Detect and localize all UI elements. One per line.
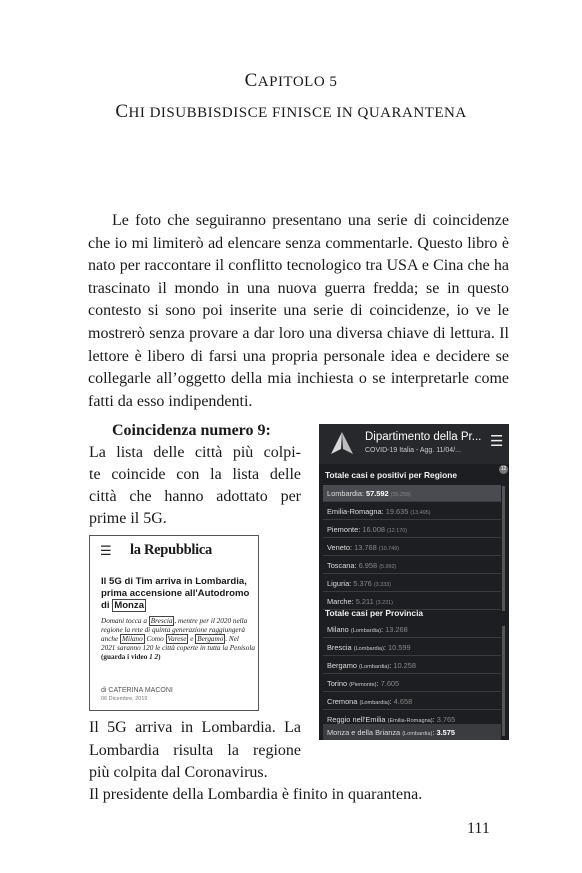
province-row[interactable]: Bergamo (Lombardia): 10.258 — [323, 657, 501, 674]
lede-text: Domani tocca a — [101, 617, 149, 625]
intro-paragraph: Le foto che seguiranno presentano una serie di coincidenze che io mi limiterò ad elencare senza commentarle. Questo libro è nato per raccontare il conflitto tecnologico tra USA e Cina che ha trascinato il mondo in una nuova guerra fredda; se in questo contesto si sono poi inserite una serie di coincidenze, io ve le mostrerò senza provare a dar loro una diversa chiave di lettura. Il lettore è libero di farsi una propria personale idea e decidere se collegarle all’oggetto della mia inchiesta o se interpretarle come fatti da esso indipendenti. — [88, 212, 509, 410]
highlight-varese: Varese — [167, 635, 187, 644]
highlight-bergamo: Bergamo — [197, 635, 224, 644]
region-name: Piemonte: — [327, 525, 363, 534]
count-badge: 12 — [500, 466, 507, 472]
repubblica-logo: la Repubblica — [130, 542, 212, 558]
video-link-close: ) — [158, 653, 161, 662]
region-value: 57.592 — [366, 489, 389, 498]
region-name: Veneto: — [327, 543, 355, 552]
province-row[interactable]: Torino (Piemonte): 7.605 — [323, 675, 501, 692]
region-name: Lombardia: — [327, 489, 367, 498]
page-number: 111 — [467, 820, 490, 837]
region-name: Toscana: — [327, 561, 359, 570]
region-positive: (3.231) — [375, 600, 393, 606]
headline-line-2: prima accensione all'Autodromo — [101, 588, 250, 600]
app-header — [319, 424, 509, 464]
province-value: 10.258 — [393, 661, 416, 670]
province-scrollbar[interactable] — [502, 626, 505, 736]
hamburger-icon: ☰ — [100, 543, 112, 558]
highlight-brescia: Brescia — [150, 617, 173, 625]
province-region: (Piemonte) — [349, 682, 377, 688]
highlight-monza: Monza — [114, 600, 145, 612]
region-positive: (3.333) — [373, 582, 391, 588]
province-value: 13.268 — [385, 625, 408, 634]
province-name: Cremona — [327, 697, 360, 706]
app-subtitle: COVID-19 Italia - Agg. 11/04/... — [365, 447, 461, 454]
province-name: Brescia — [327, 643, 354, 652]
province-value: 7.605 — [380, 679, 400, 688]
covid-dashboard-screenshot — [319, 424, 509, 740]
video-links[interactable]: 1 2 — [149, 653, 159, 662]
province-value: 4.658 — [393, 697, 413, 706]
region-row[interactable] — [323, 539, 501, 556]
article-lede — [101, 617, 255, 662]
coincidence-line-4: prime il 5G. — [89, 510, 167, 527]
protezione-civile-logo-icon — [329, 430, 355, 458]
region-positive: (10.749) — [378, 546, 399, 552]
region-value: 19.635 — [385, 507, 409, 516]
province-row[interactable]: Reggio nell'Emilia (Emilia-Romagna): 3.765 — [323, 711, 501, 728]
chapter-number-initial: C — [244, 70, 258, 91]
lede-text: e — [188, 635, 196, 644]
province-name: Monza e della Brianza — [327, 728, 403, 737]
coincidence-line-2: te coincide con la lista delle — [89, 466, 301, 483]
region-scrollbar[interactable] — [502, 486, 505, 611]
hamburger-icon[interactable]: ☰ — [490, 433, 504, 450]
closing-line-2: Lombardia risulta la regione — [89, 742, 301, 759]
chapter-title-initial: C — [115, 101, 129, 122]
closing-line-1: Il 5G arriva in Lombardia. La — [89, 719, 301, 736]
region-positive: (30.258) — [390, 492, 411, 498]
highlight-milano: Milano — [121, 635, 143, 644]
closing-line-4: Il presidente della Lombardia è finito in quarantena. — [89, 786, 423, 803]
app-title: Dipartimento della Pr... — [365, 431, 482, 443]
article-author: di CATERINA MACONI — [101, 687, 173, 694]
lede-text: , mentre per il 2020 nella regione la rete di quinta generazione raggiungerà anche — [101, 617, 248, 644]
province-row[interactable]: Milano (Lombardia): 13.268 — [323, 621, 501, 638]
region-value: 5.376 — [353, 579, 372, 588]
coincidence-heading: Coincidenza numero 9: — [112, 422, 271, 439]
province-region: (Lombardia) — [359, 700, 390, 706]
region-value: 5.211 — [355, 597, 374, 606]
section-heading-province: Totale casi per Provincia — [325, 608, 424, 618]
region-positive: (5.992) — [379, 564, 397, 570]
headline-line-1: Il 5G di Tim arriva in Lombardia, — [101, 576, 247, 587]
region-name: Liguria: — [327, 579, 354, 588]
chapter-title-rest: HI DISUBBISDISCE FINISCE IN QUARANTENA — [128, 105, 467, 121]
province-region: (Lombardia) — [353, 646, 384, 652]
region-row[interactable] — [323, 521, 501, 538]
province-name: Milano — [327, 625, 351, 634]
region-name: Emilia-Romagna: — [327, 507, 386, 516]
province-value: 10.599 — [387, 643, 411, 652]
province-region: (Lombardia) — [402, 731, 433, 737]
article-date: 06 Dicembre, 2019 — [101, 696, 148, 702]
province-value: 3.765 — [436, 715, 456, 724]
region-positive: (13.495) — [410, 510, 431, 516]
province-region: (Emilia-Romagna) — [387, 718, 433, 724]
region-value: 16.008 — [362, 525, 385, 534]
region-row[interactable] — [323, 575, 501, 592]
province-region: (Lombardia) — [350, 628, 381, 634]
section-heading-region: Totale casi e positivi per Regione — [325, 470, 458, 480]
chapter-title — [0, 101, 582, 123]
video-link-label: (guarda i video — [101, 653, 150, 662]
lede-text: Como — [144, 635, 166, 644]
region-value: 13.768 — [354, 543, 377, 552]
province-name: Torino — [327, 679, 350, 688]
province-row[interactable]: Cremona (Lombardia): 4.658 — [323, 693, 501, 710]
region-row[interactable] — [323, 503, 501, 520]
province-name: Reggio nell'Emilia — [327, 715, 388, 724]
region-value: 6.958 — [358, 561, 378, 570]
closing-line-3: più colpita dal Coronavirus. — [89, 764, 268, 781]
region-positive: (12.170) — [387, 528, 408, 534]
coincidence-line-1: La lista delle città più colpi- — [89, 444, 301, 461]
province-row[interactable]: Monza e della Brianza (Lombardia): 3.575 — [323, 724, 501, 740]
region-row[interactable] — [323, 557, 501, 574]
lede-text: . Nel 2021 saranno 120 le città coperte in tutta la Penisola — [101, 635, 255, 653]
province-name: Bergamo — [327, 661, 360, 670]
headline-line-3: di — [101, 600, 113, 612]
region-row[interactable] — [323, 485, 501, 502]
chapter-number-rest: APITOLO 5 — [257, 74, 338, 90]
province-value: 3.575 — [436, 728, 455, 737]
chapter-number — [0, 70, 582, 92]
repubblica-clipping — [89, 535, 259, 711]
article-headline — [101, 576, 253, 613]
coincidence-line-3: città che hanno adottato per — [89, 488, 301, 505]
province-row[interactable]: Brescia (Lombardia): 10.599 — [323, 639, 501, 656]
region-name: Marche: — [327, 597, 356, 606]
province-region: (Lombardia) — [359, 664, 390, 670]
